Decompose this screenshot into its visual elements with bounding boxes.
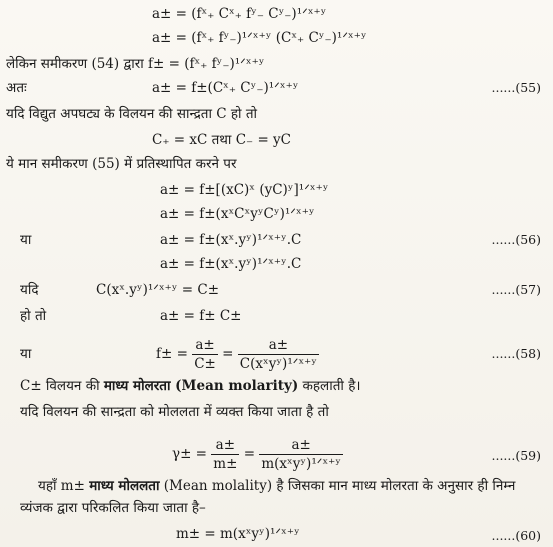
text-line: लेकिन समीकरण (54) द्वारा f± = (fˣ₊ fʸ₋)¹ᐟˣ⁺ʸ: [6, 56, 265, 72]
equation-line: a± = f±(Cˣ₊ Cʸ₋)¹ᐟˣ⁺ʸ: [152, 80, 299, 96]
text-line: ये मान समीकरण (55) में प्रतिस्थापित करने पर: [6, 156, 237, 172]
text-line: व्यंजक द्वारा परिकलित किया जाता है–: [20, 500, 206, 516]
equation-line: a± = (fˣ₊ fʸ₋)¹ᐟˣ⁺ʸ (Cˣ₊ Cʸ₋)¹ᐟˣ⁺ʸ: [152, 30, 367, 46]
equation-line: m± = m(xˣyʸ)¹ᐟˣ⁺ʸ: [176, 526, 300, 542]
text-label: हो तो: [20, 308, 47, 324]
denominator: m±: [213, 456, 238, 472]
text-label: या: [20, 232, 32, 248]
equation-number: ......(59): [491, 448, 541, 463]
fraction: [259, 436, 343, 473]
text-label: या: [20, 346, 32, 362]
equation-line: a± = f±(xˣ.yʸ)¹ᐟˣ⁺ʸ.C: [160, 232, 302, 248]
equation-line: a± = f± C±: [160, 308, 242, 324]
text-line: यदि विलयन की सान्द्रता को मोललता में व्यक्त किया जाता है तो: [20, 404, 329, 420]
text-line: यदि विद्युत अपघट्य के विलयन की सान्द्रता C हो तो: [6, 106, 258, 122]
text-label: अतः: [6, 80, 27, 96]
fraction: [238, 336, 319, 373]
equation-line: C₊ = xC तथा C₋ = yC: [152, 132, 291, 148]
equation-number: ......(60): [491, 528, 541, 543]
equation-number: ......(56): [491, 232, 541, 247]
numerator: a±: [238, 336, 319, 355]
numerator: a±: [211, 436, 239, 455]
equation-line: a± = f±(xˣCˣyʸCʸ)¹ᐟˣ⁺ʸ: [160, 206, 315, 222]
text-line: [38, 478, 515, 494]
equation-line: C(xˣ.yʸ)¹ᐟˣ⁺ʸ = C±: [96, 282, 220, 298]
fraction: [192, 336, 218, 373]
bold-term: माध्य मोललता: [89, 478, 160, 494]
text-label: यदि: [20, 282, 39, 298]
equals-sign: =: [222, 346, 234, 362]
equation-58: [156, 336, 319, 373]
denominator: C(xˣyʸ)¹ᐟˣ⁺ʸ: [239, 356, 318, 372]
equation-line: a± = f±(xˣ.yʸ)¹ᐟˣ⁺ʸ.C: [160, 256, 302, 272]
denominator: m(xˣyʸ)¹ᐟˣ⁺ʸ: [261, 456, 342, 472]
numerator: a±: [192, 336, 218, 355]
text-span: C± विलयन की: [20, 378, 104, 394]
equation-line: a± = (fˣ₊ Cˣ₊ fʸ₋ Cʸ₋)¹ᐟˣ⁺ʸ: [152, 6, 327, 22]
text-span: यहाँ m±: [38, 478, 90, 494]
equation-59: [172, 436, 343, 473]
text-span: कहलाती है।: [298, 378, 361, 394]
equation-number: ......(58): [491, 346, 541, 361]
bold-term: माध्य मोलरता (Mean molarity): [103, 378, 299, 394]
numerator: a±: [259, 436, 343, 455]
equals-sign: =: [243, 446, 256, 462]
denominator: C±: [194, 356, 216, 372]
equation-number: ......(57): [491, 282, 541, 297]
equation-line: a± = f±[(xC)ˣ (yC)ʸ]¹ᐟˣ⁺ʸ: [160, 182, 329, 198]
eq-lhs: f± =: [156, 346, 188, 362]
eq-lhs: γ± =: [172, 446, 207, 462]
text-span: (Mean molality) है जिसका मान माध्य मोलरता के अनुसार ही निम्न: [159, 478, 516, 494]
equation-number: ......(55): [491, 80, 541, 95]
fraction: [211, 436, 239, 473]
text-line: [20, 378, 360, 394]
